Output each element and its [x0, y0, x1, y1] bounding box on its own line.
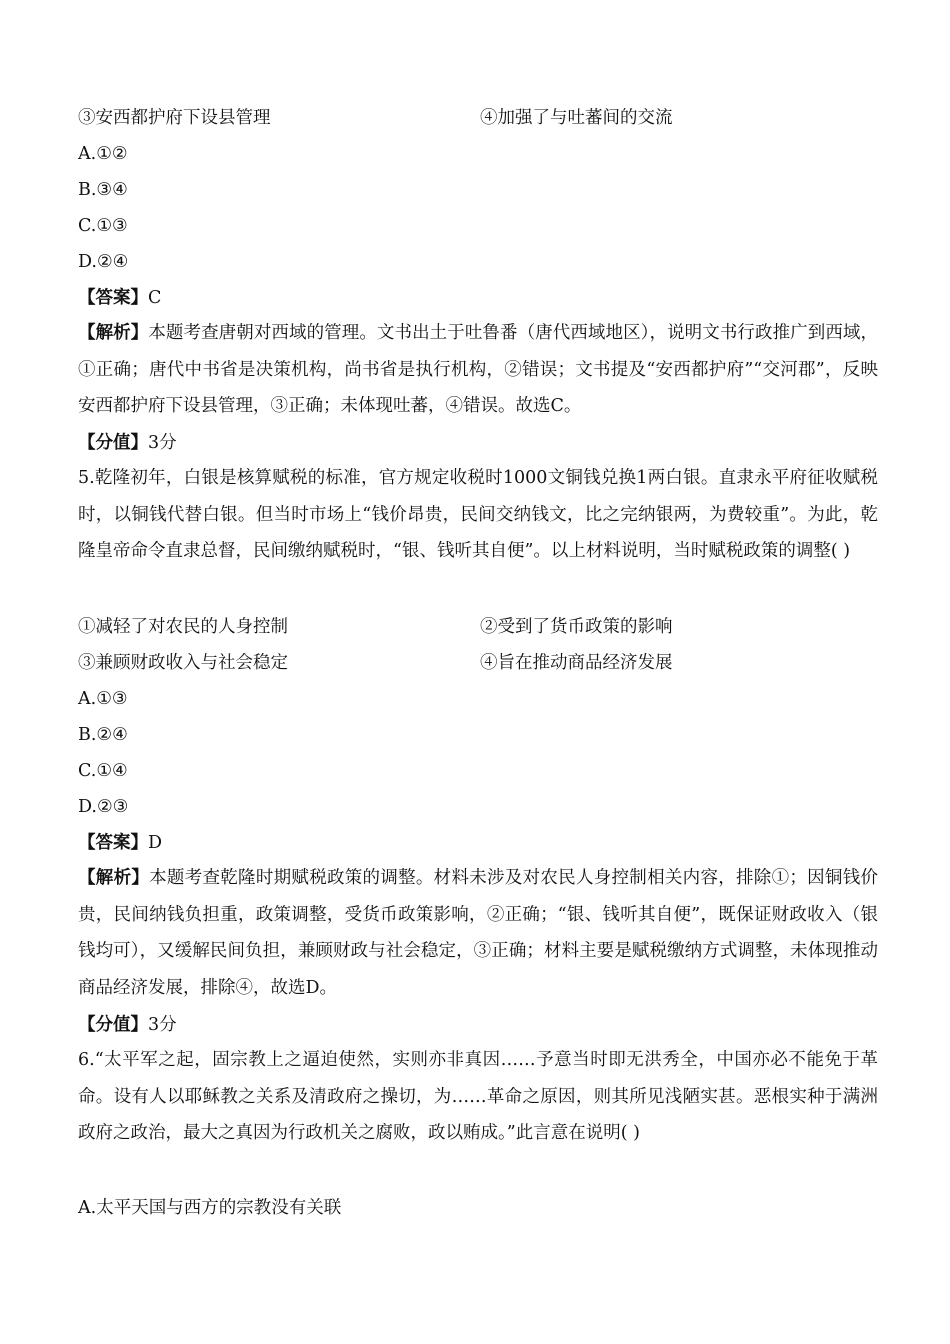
q4-choice-c: C.①③ — [78, 216, 128, 236]
q5-choice-b: B.②④ — [78, 725, 128, 745]
q4-choice-b: B.③④ — [78, 180, 128, 200]
q5-score-value: 3分 — [148, 1015, 177, 1035]
q5-statement-row-2 — [78, 651, 878, 675]
q4-score — [78, 431, 878, 455]
q5-score — [78, 1013, 878, 1037]
q4-statement-4: ④加强了与吐蕃间的交流 — [480, 108, 673, 128]
q6-choice-a: A.太平天国与西方的宗教没有关联 — [78, 1198, 342, 1218]
q5-stem: 5.乾隆初年，白银是核算赋税的标准，官方规定收税时1000文铜钱兑换1两白银。直隶永平府征收赋税时，以铜钱代替白银。但当时市场上“钱价昂贵，民间交纳钱文，比之完纳银两，为费较重”。为此，乾隆皇帝命令直隶总督，民间缴纳赋税时，“银、钱听其自便”。以上材料说明，当时赋税政策的调整( ) — [78, 468, 878, 561]
q4-analysis-label: 【解析】 — [78, 323, 149, 343]
q4-answer-label: 【答案】 — [78, 288, 148, 308]
q5-analysis-label: 【解析】 — [78, 868, 150, 888]
q5-answer-value: D — [148, 833, 163, 853]
q5-statement-row-1 — [78, 615, 878, 639]
q4-statement-3: ③安西都护府下设县管理 — [78, 108, 271, 128]
q5-statement-2: ②受到了货币政策的影响 — [480, 617, 673, 637]
q4-score-label: 【分值】 — [78, 433, 148, 453]
q5-answer-label: 【答案】 — [78, 833, 148, 853]
q4-choice-d: D.②④ — [78, 252, 129, 272]
q5-analysis — [78, 860, 878, 1006]
q4-analysis-text: 本题考查唐朝对西域的管理。文书出土于吐鲁番（唐代西域地区），说明文书行政推广到西域，①正确；唐代中书省是决策机构，尚书省是执行机构，②错误；文书提及“安西都护府”“交河郡”，反映安西都护府下设县管理，③正确；未体现吐蕃，④错误。故选C。 — [78, 323, 879, 416]
q5-analysis-text: 本题考查乾隆时期赋税政策的调整。材料未涉及对农民人身控制相关内容，排除①；因铜钱价贵，民间纳钱负担重，政策调整，受货币政策影响，②正确；“银、钱听其自便”，既保证财政收入（银钱均可），又缓解民间负担，兼顾财政与社会稳定，③正确；材料主要是赋税缴纳方式调整，未体现推动商品经济发展，排除④，故选D。 — [78, 868, 879, 998]
q6-stem: 6.“太平军之起，固宗教上之逼迫使然，实则亦非真因……予意当时即无洪秀全，中国亦必不能免于革命。设有人以耶稣教之关系及清政府之操切，为……革命之原因，则其所见浅陋实甚。恶根实种于满洲政府之政治，最大之真因为行政机关之腐败，政以贿成。”此言意在说明( ) — [78, 1050, 878, 1143]
q5-choice-c: C.①④ — [78, 761, 128, 781]
q5-score-label: 【分值】 — [78, 1015, 148, 1035]
q5-statement-1: ①减轻了对农民的人身控制 — [78, 617, 288, 637]
q4-answer — [78, 286, 878, 310]
q5-statement-4: ④旨在推动商品经济发展 — [480, 653, 673, 673]
q4-answer-value: C — [148, 288, 162, 308]
q5-statement-3: ③兼顾财政收入与社会稳定 — [78, 653, 288, 673]
q5-answer — [78, 831, 878, 855]
q4-analysis — [78, 315, 878, 425]
q4-statement-row — [78, 106, 878, 130]
q5-choice-d: D.②③ — [78, 797, 129, 817]
q4-choice-a: A.①② — [78, 144, 128, 164]
q4-score-value: 3分 — [148, 433, 177, 453]
q5-choice-a: A.①③ — [78, 689, 128, 709]
